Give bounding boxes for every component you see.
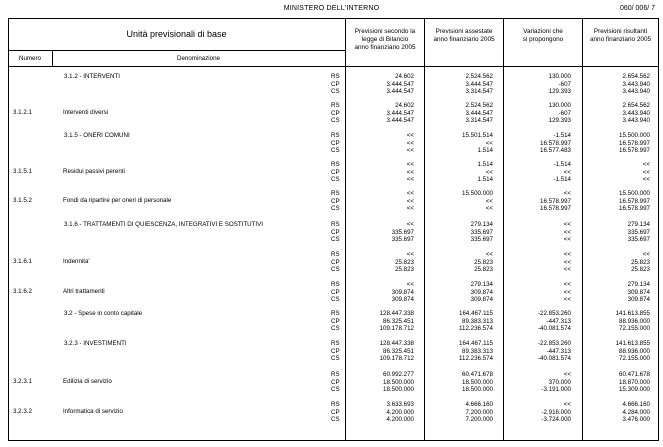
row-code: CS (331, 88, 340, 96)
row-value: 335.697 (391, 228, 414, 236)
row-value: 109.178.712 (379, 355, 414, 363)
row-value: << (485, 168, 493, 176)
row-denominazione: Indennita' (63, 258, 90, 265)
col1-heading-line: legge di Bilancio (361, 36, 409, 43)
row-value: 89.383.313 (462, 317, 493, 325)
row-value: 3.444.547 (465, 80, 493, 88)
row-code: CS (331, 205, 340, 213)
row-denominazione: Edilizia di servizio (63, 378, 112, 385)
row-denominazione: 3.2 - Spese in conto capitale (64, 310, 143, 317)
row-value: 72.155.000 (619, 325, 650, 333)
row-number: 3.1.2.1 (13, 109, 32, 116)
denominazione-heading: Denominazione (177, 55, 220, 62)
row-value: << (563, 401, 571, 408)
table-right-border (658, 18, 659, 441)
col2-divider (424, 18, 425, 441)
col2-heading (425, 28, 503, 44)
row-value: 60.471.678 (619, 371, 650, 378)
row-code: CP (331, 347, 340, 355)
row-value: 16.578.997 (619, 139, 650, 147)
row-value: << (563, 371, 571, 378)
row-value: << (485, 197, 493, 205)
row-value: 3.314.547 (465, 88, 493, 96)
row-value: 109.178.712 (379, 325, 414, 333)
row-value: -1.514 (553, 161, 571, 168)
row-value: 335.697 (470, 228, 493, 236)
row-code: RS (331, 371, 340, 378)
row-value: 2.654.562 (622, 73, 650, 80)
col4-divider (582, 18, 583, 441)
row-value: 7.200.000 (465, 408, 493, 416)
row-number: 3.1.5.2 (13, 197, 32, 204)
row-value: 3.443.940 (622, 80, 650, 88)
row-value: << (563, 288, 571, 296)
col2-heading-line: Previsioni assestate (435, 28, 493, 35)
row-code: CP (331, 258, 340, 266)
row-code: RS (331, 102, 340, 109)
row-value: 60.471.678 (462, 371, 493, 378)
row-value: 86.325.451 (383, 347, 414, 355)
row-value: 25.823 (395, 266, 414, 274)
row-value: 335.697 (470, 236, 493, 244)
row-value: << (563, 296, 571, 304)
row-value: 4.284.000 (622, 408, 650, 416)
row-value: -447.313 (546, 317, 571, 325)
row-denominazione: 3.2.3 - INVESTIMENTI (64, 340, 127, 347)
row-code: CS (331, 147, 340, 155)
row-value: 309.874 (470, 288, 493, 296)
row-number: 3.1.6.1 (13, 258, 32, 265)
row-code: CP (331, 378, 340, 386)
row-value: 3.314.547 (465, 117, 493, 125)
row-value: 335.697 (627, 228, 650, 236)
row-code: CP (331, 317, 340, 325)
row-value: 7.200.000 (465, 416, 493, 424)
row-value: << (563, 251, 571, 258)
row-value: 4.200.000 (386, 416, 414, 424)
row-value: << (406, 176, 414, 184)
row-code: CS (331, 325, 340, 333)
row-code: CS (331, 266, 340, 274)
row-value: 3.443.940 (622, 117, 650, 125)
row-value: -1.514 (553, 132, 571, 139)
row-denominazione: 3.1.2 - INTERVENTI (64, 73, 120, 80)
row-denominazione: Altri trattamenti (63, 288, 105, 295)
row-value: 4.200.000 (386, 408, 414, 416)
row-value: 16.578.997 (540, 205, 571, 213)
row-value: 129.393 (548, 117, 571, 125)
row-value: 15.309.000 (619, 386, 650, 394)
row-denominazione: Fondi da ripartire per oneri di personale (63, 197, 172, 204)
row-value: 2.524.562 (465, 102, 493, 109)
row-value: -2.916.000 (541, 408, 571, 416)
row-value: << (485, 205, 493, 213)
row-value: 15.500.000 (462, 190, 493, 197)
row-value: 16.577.483 (540, 147, 571, 155)
row-value: 309.874 (470, 296, 493, 304)
row-value: 88.936.000 (619, 347, 650, 355)
row-value: 16.578.997 (619, 197, 650, 205)
row-value: 18.870.000 (619, 378, 650, 386)
row-value: 25.823 (395, 258, 414, 266)
row-value: 130.000 (548, 73, 571, 80)
unita-heading: Unità previsionali di base (126, 29, 227, 39)
row-value: << (406, 161, 414, 168)
row-code: CP (331, 80, 340, 88)
row-value: 129.393 (548, 88, 571, 96)
row-value: 24.602 (395, 73, 414, 80)
row-value: 112.236.574 (459, 355, 493, 363)
row-value: << (406, 197, 414, 205)
row-value: << (563, 168, 571, 176)
row-code: RS (331, 340, 340, 347)
row-value: << (406, 147, 414, 155)
col2-heading-line: anno finanziario 2005 (433, 36, 495, 43)
row-value: << (642, 168, 650, 176)
row-value: -607 (558, 109, 571, 117)
row-value: 25.823 (474, 266, 493, 274)
row-code: RS (331, 161, 340, 168)
row-value: 128.447.338 (379, 340, 414, 347)
row-value: 15.500.000 (619, 190, 650, 197)
header-bottom-rule (8, 66, 659, 67)
unita-divider (8, 50, 345, 51)
row-number: 3.2.3.1 (13, 378, 32, 385)
row-value: << (563, 266, 571, 274)
row-code: CP (331, 139, 340, 147)
row-value: 128.447.338 (379, 310, 414, 317)
row-value: 3.633.693 (386, 401, 414, 408)
row-value: 164.467.115 (459, 340, 493, 347)
row-value: 16.578.997 (619, 205, 650, 213)
row-value: 279.134 (470, 281, 493, 288)
row-value: 25.823 (631, 258, 650, 266)
row-value: 15.500.000 (619, 132, 650, 139)
row-value: -447.313 (546, 347, 571, 355)
row-denominazione: Residui passivi perenti (63, 168, 125, 175)
row-value: -3.724.000 (541, 416, 571, 424)
row-value: 370.000 (548, 378, 571, 386)
row-value: 15.501.514 (462, 132, 493, 139)
row-value: << (406, 205, 414, 213)
row-code: CP (331, 228, 340, 236)
col3-heading-line: si propongono (522, 36, 564, 43)
row-code: RS (331, 401, 340, 408)
row-value: 335.697 (627, 236, 650, 244)
row-value: 141.613.855 (615, 340, 650, 347)
row-code: CS (331, 236, 340, 244)
row-value: << (406, 190, 414, 197)
row-value: 25.823 (631, 266, 650, 274)
row-value: 16.578.997 (540, 139, 571, 147)
row-value: -40.081.574 (537, 325, 571, 333)
row-code: CS (331, 416, 340, 424)
row-value: 3.476.000 (622, 416, 650, 424)
row-value: << (563, 258, 571, 266)
row-value: 60.992.277 (383, 371, 414, 378)
col3-heading (504, 28, 582, 44)
row-value: << (485, 251, 493, 258)
row-code: RS (331, 221, 340, 228)
row-code: CP (331, 288, 340, 296)
row-value: 4.666.160 (622, 401, 650, 408)
row-value: 335.697 (391, 236, 414, 244)
row-code: CP (331, 197, 340, 205)
ministry-title: MINISTERO DELL'INTERNO (283, 5, 380, 12)
row-code: CP (331, 109, 340, 117)
row-value: << (406, 281, 414, 288)
row-value: -22.853.260 (537, 310, 571, 317)
row-value: 4.666.160 (465, 401, 493, 408)
row-value: << (406, 139, 414, 147)
row-value: -22.853.260 (537, 340, 571, 347)
row-value: 88.936.000 (619, 317, 650, 325)
row-value: << (485, 139, 493, 147)
row-value: 3.443.940 (622, 109, 650, 117)
row-number: 3.1.6.2 (13, 288, 32, 295)
col1-heading-line: anno finanziario 2005 (354, 44, 416, 51)
row-code: RS (331, 310, 340, 317)
row-code: CP (331, 408, 340, 416)
row-number: 3.2.3.2 (13, 408, 32, 415)
row-value: 16.578.997 (619, 147, 650, 155)
row-value: 279.134 (470, 221, 493, 228)
row-value: << (563, 221, 571, 228)
row-value: 1.514 (477, 147, 493, 155)
row-value: 2.654.562 (622, 102, 650, 109)
row-denominazione: Informatica di servizio (63, 408, 123, 415)
row-value: << (406, 251, 414, 258)
row-value: << (406, 221, 414, 228)
budget-table (8, 18, 659, 441)
row-code: RS (331, 281, 340, 288)
table-bottom-border (8, 440, 659, 441)
row-code: RS (331, 132, 340, 139)
table-top-border (8, 18, 659, 19)
row-value: -607 (558, 80, 571, 88)
row-value: 3.444.547 (386, 80, 414, 88)
row-value: 25.823 (474, 258, 493, 266)
page-number: 060/ 006/ 7 (619, 5, 655, 12)
row-value: 164.467.115 (459, 310, 493, 317)
row-value: -3.191.000 (541, 386, 571, 394)
row-value: 18.500.000 (462, 386, 493, 394)
row-value: 3.444.547 (465, 109, 493, 117)
row-denominazione: 3.1.6 - TRATTAMENTI DI QUIESCENZA, INTEGRATIVI E SOSTITUTIVI (64, 221, 263, 228)
col4-heading-line: anno finanziario 2005 (589, 36, 652, 43)
row-value: 112.236.574 (459, 325, 493, 333)
row-code: RS (331, 73, 340, 80)
row-value: 3.444.547 (386, 88, 414, 96)
table-left-border (8, 18, 9, 441)
row-value: 18.500.000 (383, 378, 414, 386)
row-value: << (642, 161, 650, 168)
col1-heading-line: Previsioni secondo la (354, 28, 416, 35)
row-value: << (563, 281, 571, 288)
row-value: 24.602 (395, 102, 414, 109)
row-value: 1.514 (477, 161, 493, 168)
row-number: 3.1.5.1 (13, 168, 32, 175)
row-value: << (406, 132, 414, 139)
row-value: 89.383.313 (462, 347, 493, 355)
col1-divider (345, 18, 346, 441)
row-value: 3.444.547 (386, 117, 414, 125)
col4-heading (583, 28, 658, 44)
row-value: << (563, 190, 571, 197)
row-denominazione: 3.1.5 - ONERI COMUNI (64, 132, 130, 139)
row-code: CS (331, 296, 340, 304)
row-value: 86.325.451 (383, 317, 414, 325)
row-value: << (563, 228, 571, 236)
row-value: 130.000 (548, 102, 571, 109)
row-value: 309.874 (391, 288, 414, 296)
row-code: CS (331, 386, 340, 394)
row-denominazione: Interventi diversi (63, 109, 109, 116)
row-value: 3.444.547 (386, 109, 414, 117)
row-value: << (406, 168, 414, 176)
row-value: << (642, 251, 650, 258)
row-value: 2.524.562 (465, 73, 493, 80)
row-value: 18.500.000 (462, 378, 493, 386)
col1-heading (346, 28, 424, 52)
row-value: 141.613.855 (615, 310, 650, 317)
row-value: 279.134 (627, 281, 650, 288)
numero-heading: Numero (18, 55, 41, 62)
row-code: RS (331, 190, 340, 197)
col4-heading-line: Previsioni risultanti (593, 28, 648, 35)
row-code: CS (331, 117, 340, 125)
row-value: 309.874 (627, 288, 650, 296)
row-value: << (563, 236, 571, 244)
row-value: 72.155.000 (619, 355, 650, 363)
col3-divider (503, 18, 504, 441)
row-value: 309.874 (627, 296, 650, 304)
row-value: 309.874 (391, 296, 414, 304)
row-value: 279.134 (627, 221, 650, 228)
row-value: << (642, 176, 650, 184)
col3-heading-line: Variazioni che (523, 28, 563, 35)
row-code: CP (331, 168, 340, 176)
row-value: 3.443.940 (622, 88, 650, 96)
row-value: -40.081.574 (537, 355, 571, 363)
row-code: CS (331, 355, 340, 363)
row-value: -1.514 (553, 176, 571, 184)
row-code: RS (331, 251, 340, 258)
row-value: 1.514 (477, 176, 493, 184)
row-code: CS (331, 176, 340, 184)
row-value: 16.578.997 (540, 197, 571, 205)
row-value: 18.500.000 (383, 386, 414, 394)
